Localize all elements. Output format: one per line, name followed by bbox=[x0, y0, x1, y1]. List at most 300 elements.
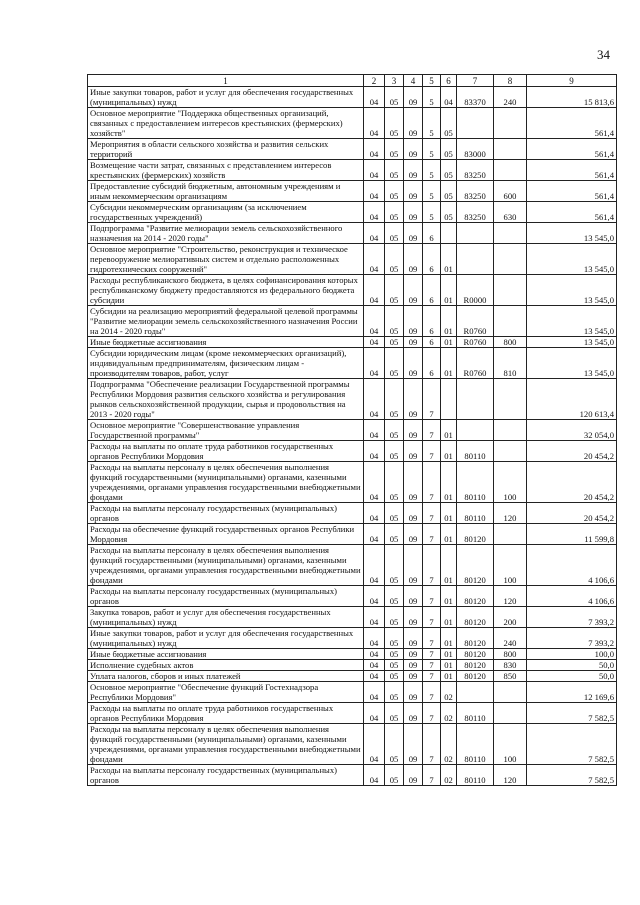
article-code-cell: 83250 bbox=[457, 181, 494, 202]
column-header: 5 bbox=[423, 75, 441, 87]
program-code-cell: 7 bbox=[423, 724, 441, 765]
item-name-cell: Расходы на выплаты по оплате труда работников государственных органов Республики Мордовия bbox=[88, 703, 364, 724]
ministry-code-cell: 04 bbox=[364, 244, 385, 275]
subsection-code-cell: 09 bbox=[404, 244, 423, 275]
article-code-cell: 80110 bbox=[457, 703, 494, 724]
item-name-cell: Иные бюджетные ассигнования bbox=[88, 649, 364, 660]
event-code-cell: 01 bbox=[441, 441, 457, 462]
ministry-code-cell: 04 bbox=[364, 649, 385, 660]
subsection-code-cell: 09 bbox=[404, 586, 423, 607]
item-name-cell: Возмещение части затрат, связанных с представлением интересов крестьянских (фермерских) хозяйств bbox=[88, 160, 364, 181]
subsection-code-cell: 09 bbox=[404, 306, 423, 337]
item-name-cell: Расходы на выплаты персоналу в целях обеспечения выполнения функций государственными (муниципальными) органами, казенными учреждениями, органами управления государственными внебюджетными фондами bbox=[88, 724, 364, 765]
ministry-code-cell: 04 bbox=[364, 348, 385, 379]
event-code-cell: 01 bbox=[441, 462, 457, 503]
item-name-cell: Расходы на обеспечение функций государственных органов Республики Мордовия bbox=[88, 524, 364, 545]
ministry-code-cell: 04 bbox=[364, 671, 385, 682]
ministry-code-cell: 04 bbox=[364, 87, 385, 108]
subsection-code-cell: 09 bbox=[404, 348, 423, 379]
program-code-cell: 6 bbox=[423, 244, 441, 275]
table-row bbox=[88, 108, 617, 139]
ministry-code-cell: 04 bbox=[364, 628, 385, 649]
ministry-code-cell: 04 bbox=[364, 545, 385, 586]
section-code-cell: 05 bbox=[385, 348, 404, 379]
program-code-cell: 5 bbox=[423, 139, 441, 160]
section-code-cell: 05 bbox=[385, 724, 404, 765]
event-code-cell: 01 bbox=[441, 244, 457, 275]
section-code-cell: 05 bbox=[385, 379, 404, 420]
article-code-cell: R0760 bbox=[457, 337, 494, 348]
expense-type-code-cell bbox=[494, 420, 527, 441]
section-code-cell: 05 bbox=[385, 441, 404, 462]
table-row bbox=[88, 703, 617, 724]
table-row bbox=[88, 724, 617, 765]
amount-cell: 13 545,0 bbox=[527, 306, 617, 337]
ministry-code-cell: 04 bbox=[364, 724, 385, 765]
event-code-cell: 01 bbox=[441, 607, 457, 628]
section-code-cell: 05 bbox=[385, 628, 404, 649]
expense-type-code-cell: 100 bbox=[494, 724, 527, 765]
expense-type-code-cell: 630 bbox=[494, 202, 527, 223]
article-code-cell bbox=[457, 244, 494, 275]
article-code-cell: 83000 bbox=[457, 139, 494, 160]
expense-type-code-cell bbox=[494, 223, 527, 244]
amount-cell: 50,0 bbox=[527, 660, 617, 671]
expense-type-code-cell: 120 bbox=[494, 586, 527, 607]
table-row bbox=[88, 682, 617, 703]
section-code-cell: 05 bbox=[385, 682, 404, 703]
item-name-cell: Основное мероприятие "Поддержка общественных организаций, связанных с предоставлением интересов крестьянских (фермерских) хозяйств" bbox=[88, 108, 364, 139]
ministry-code-cell: 04 bbox=[364, 139, 385, 160]
expense-type-code-cell bbox=[494, 275, 527, 306]
ministry-code-cell: 04 bbox=[364, 306, 385, 337]
column-header: 8 bbox=[494, 75, 527, 87]
program-code-cell: 7 bbox=[423, 649, 441, 660]
section-code-cell: 05 bbox=[385, 181, 404, 202]
item-name-cell: Основное мероприятие "Обеспечение функций Гостехнадзора Республики Мордовия" bbox=[88, 682, 364, 703]
section-code-cell: 05 bbox=[385, 703, 404, 724]
expense-type-code-cell: 800 bbox=[494, 649, 527, 660]
article-code-cell: R0000 bbox=[457, 275, 494, 306]
column-header: 7 bbox=[457, 75, 494, 87]
program-code-cell: 7 bbox=[423, 660, 441, 671]
table-row bbox=[88, 660, 617, 671]
subsection-code-cell: 09 bbox=[404, 379, 423, 420]
event-code-cell: 05 bbox=[441, 160, 457, 181]
article-code-cell: 80110 bbox=[457, 462, 494, 503]
table-row bbox=[88, 139, 617, 160]
program-code-cell: 6 bbox=[423, 275, 441, 306]
column-header: 3 bbox=[385, 75, 404, 87]
event-code-cell: 04 bbox=[441, 87, 457, 108]
section-code-cell: 05 bbox=[385, 108, 404, 139]
section-code-cell: 05 bbox=[385, 337, 404, 348]
column-header: 2 bbox=[364, 75, 385, 87]
table-row bbox=[88, 160, 617, 181]
event-code-cell: 01 bbox=[441, 671, 457, 682]
program-code-cell: 7 bbox=[423, 703, 441, 724]
subsection-code-cell: 09 bbox=[404, 724, 423, 765]
item-name-cell: Уплата налогов, сборов и иных платежей bbox=[88, 671, 364, 682]
ministry-code-cell: 04 bbox=[364, 160, 385, 181]
event-code-cell: 05 bbox=[441, 202, 457, 223]
article-code-cell: 80120 bbox=[457, 649, 494, 660]
section-code-cell: 05 bbox=[385, 420, 404, 441]
article-code-cell: 83250 bbox=[457, 160, 494, 181]
item-name-cell: Расходы на выплаты персоналу в целях обеспечения выполнения функций государственными (муниципальными) органами, казенными учреждениями, органами управления государственными внебюджетными фондами bbox=[88, 545, 364, 586]
expense-type-code-cell bbox=[494, 524, 527, 545]
ministry-code-cell: 04 bbox=[364, 503, 385, 524]
program-code-cell: 6 bbox=[423, 223, 441, 244]
article-code-cell: R0760 bbox=[457, 348, 494, 379]
section-code-cell: 05 bbox=[385, 139, 404, 160]
expense-type-code-cell: 100 bbox=[494, 462, 527, 503]
event-code-cell: 05 bbox=[441, 139, 457, 160]
amount-cell: 13 545,0 bbox=[527, 275, 617, 306]
amount-cell: 11 599,8 bbox=[527, 524, 617, 545]
section-code-cell: 05 bbox=[385, 545, 404, 586]
ministry-code-cell: 04 bbox=[364, 765, 385, 786]
program-code-cell: 7 bbox=[423, 379, 441, 420]
section-code-cell: 05 bbox=[385, 586, 404, 607]
table-row bbox=[88, 379, 617, 420]
amount-cell: 20 454,2 bbox=[527, 441, 617, 462]
table-row bbox=[88, 649, 617, 660]
table-row bbox=[88, 503, 617, 524]
article-code-cell: 80110 bbox=[457, 503, 494, 524]
event-code-cell: 02 bbox=[441, 682, 457, 703]
program-code-cell: 6 bbox=[423, 306, 441, 337]
ministry-code-cell: 04 bbox=[364, 337, 385, 348]
article-code-cell bbox=[457, 108, 494, 139]
article-code-cell: 80110 bbox=[457, 724, 494, 765]
item-name-cell: Иные закупки товаров, работ и услуг для обеспечения государственных (муниципальных) нужд bbox=[88, 628, 364, 649]
table-row bbox=[88, 441, 617, 462]
amount-cell: 7 582,5 bbox=[527, 703, 617, 724]
event-code-cell: 01 bbox=[441, 524, 457, 545]
item-name-cell: Мероприятия в области сельского хозяйства и развития сельских территорий bbox=[88, 139, 364, 160]
event-code-cell: 01 bbox=[441, 649, 457, 660]
section-code-cell: 05 bbox=[385, 671, 404, 682]
section-code-cell: 05 bbox=[385, 462, 404, 503]
subsection-code-cell: 09 bbox=[404, 462, 423, 503]
expense-type-code-cell bbox=[494, 379, 527, 420]
table-row bbox=[88, 545, 617, 586]
event-code-cell: 01 bbox=[441, 420, 457, 441]
table-body bbox=[88, 87, 617, 786]
expense-type-code-cell bbox=[494, 108, 527, 139]
amount-cell: 120 613,4 bbox=[527, 379, 617, 420]
item-name-cell: Расходы на выплаты персоналу государственных (муниципальных) органов bbox=[88, 586, 364, 607]
subsection-code-cell: 09 bbox=[404, 607, 423, 628]
program-code-cell: 6 bbox=[423, 348, 441, 379]
subsection-code-cell: 09 bbox=[404, 337, 423, 348]
ministry-code-cell: 04 bbox=[364, 660, 385, 671]
article-code-cell: 80110 bbox=[457, 765, 494, 786]
article-code-cell: 80120 bbox=[457, 660, 494, 671]
subsection-code-cell: 09 bbox=[404, 202, 423, 223]
ministry-code-cell: 04 bbox=[364, 441, 385, 462]
item-name-cell: Расходы на выплаты персоналу в целях обеспечения выполнения функций государственными (муниципальными) органами, казенными учреждениями, органами управления государственными внебюджетными фондами bbox=[88, 462, 364, 503]
subsection-code-cell: 09 bbox=[404, 108, 423, 139]
section-code-cell: 05 bbox=[385, 503, 404, 524]
article-code-cell: 80120 bbox=[457, 671, 494, 682]
event-code-cell: 02 bbox=[441, 765, 457, 786]
article-code-cell: 80120 bbox=[457, 524, 494, 545]
expense-type-code-cell bbox=[494, 244, 527, 275]
subsection-code-cell: 09 bbox=[404, 765, 423, 786]
article-code-cell: 80110 bbox=[457, 441, 494, 462]
article-code-cell bbox=[457, 223, 494, 244]
amount-cell: 13 545,0 bbox=[527, 348, 617, 379]
program-code-cell: 7 bbox=[423, 628, 441, 649]
section-code-cell: 05 bbox=[385, 160, 404, 181]
table-row bbox=[88, 671, 617, 682]
ministry-code-cell: 04 bbox=[364, 108, 385, 139]
section-code-cell: 05 bbox=[385, 87, 404, 108]
item-name-cell: Предоставление субсидий бюджетным, автономным учреждениям и иным некоммерческим организациям bbox=[88, 181, 364, 202]
expense-type-code-cell: 800 bbox=[494, 337, 527, 348]
article-code-cell: 83370 bbox=[457, 87, 494, 108]
program-code-cell: 7 bbox=[423, 586, 441, 607]
article-code-cell: 80120 bbox=[457, 628, 494, 649]
section-code-cell: 05 bbox=[385, 649, 404, 660]
subsection-code-cell: 09 bbox=[404, 524, 423, 545]
expense-type-code-cell bbox=[494, 441, 527, 462]
amount-cell: 13 545,0 bbox=[527, 244, 617, 275]
table-row bbox=[88, 628, 617, 649]
amount-cell: 20 454,2 bbox=[527, 503, 617, 524]
program-code-cell: 7 bbox=[423, 462, 441, 503]
article-code-cell: 80120 bbox=[457, 586, 494, 607]
section-code-cell: 05 bbox=[385, 524, 404, 545]
amount-cell: 20 454,2 bbox=[527, 462, 617, 503]
ministry-code-cell: 04 bbox=[364, 420, 385, 441]
item-name-cell: Расходы на выплаты персоналу государственных (муниципальных) органов bbox=[88, 503, 364, 524]
ministry-code-cell: 04 bbox=[364, 223, 385, 244]
amount-cell: 561,4 bbox=[527, 181, 617, 202]
amount-cell: 561,4 bbox=[527, 139, 617, 160]
event-code-cell: 01 bbox=[441, 545, 457, 586]
budget-table bbox=[87, 74, 617, 786]
item-name-cell: Основное мероприятие "Строительство, реконструкция и техническое перевооружение мелиоративных систем и отдельно расположенных гидротехнических сооружений" bbox=[88, 244, 364, 275]
expense-type-code-cell bbox=[494, 160, 527, 181]
program-code-cell: 5 bbox=[423, 202, 441, 223]
column-header: 6 bbox=[441, 75, 457, 87]
table-header-row bbox=[88, 75, 617, 87]
program-code-cell: 7 bbox=[423, 503, 441, 524]
expense-type-code-cell: 830 bbox=[494, 660, 527, 671]
ministry-code-cell: 04 bbox=[364, 586, 385, 607]
event-code-cell: 01 bbox=[441, 628, 457, 649]
event-code-cell: 01 bbox=[441, 348, 457, 379]
subsection-code-cell: 09 bbox=[404, 649, 423, 660]
amount-cell: 561,4 bbox=[527, 160, 617, 181]
section-code-cell: 05 bbox=[385, 202, 404, 223]
expense-type-code-cell bbox=[494, 703, 527, 724]
item-name-cell: Субсидии некоммерческим организациям (за исключением государственных учреждений) bbox=[88, 202, 364, 223]
subsection-code-cell: 09 bbox=[404, 441, 423, 462]
article-code-cell: R0760 bbox=[457, 306, 494, 337]
ministry-code-cell: 04 bbox=[364, 524, 385, 545]
ministry-code-cell: 04 bbox=[364, 703, 385, 724]
subsection-code-cell: 09 bbox=[404, 628, 423, 649]
program-code-cell: 5 bbox=[423, 181, 441, 202]
amount-cell: 13 545,0 bbox=[527, 337, 617, 348]
amount-cell: 7 393,2 bbox=[527, 628, 617, 649]
expense-type-code-cell: 810 bbox=[494, 348, 527, 379]
section-code-cell: 05 bbox=[385, 223, 404, 244]
page-number: 34 bbox=[597, 47, 610, 62]
expense-type-code-cell: 120 bbox=[494, 765, 527, 786]
section-code-cell: 05 bbox=[385, 275, 404, 306]
amount-cell: 561,4 bbox=[527, 202, 617, 223]
amount-cell: 32 054,0 bbox=[527, 420, 617, 441]
section-code-cell: 05 bbox=[385, 244, 404, 275]
expense-type-code-cell bbox=[494, 306, 527, 337]
program-code-cell: 7 bbox=[423, 765, 441, 786]
ministry-code-cell: 04 bbox=[364, 462, 385, 503]
program-code-cell: 5 bbox=[423, 160, 441, 181]
ministry-code-cell: 04 bbox=[364, 181, 385, 202]
item-name-cell: Исполнение судебных актов bbox=[88, 660, 364, 671]
item-name-cell: Закупка товаров, работ и услуг для обеспечения государственных (муниципальных) нужд bbox=[88, 607, 364, 628]
event-code-cell: 01 bbox=[441, 306, 457, 337]
table-row bbox=[88, 223, 617, 244]
column-header: 4 bbox=[404, 75, 423, 87]
table-row bbox=[88, 348, 617, 379]
subsection-code-cell: 09 bbox=[404, 682, 423, 703]
program-code-cell: 7 bbox=[423, 682, 441, 703]
item-name-cell: Расходы на выплаты по оплате труда работников государственных органов Республики Мордовия bbox=[88, 441, 364, 462]
subsection-code-cell: 09 bbox=[404, 275, 423, 306]
subsection-code-cell: 09 bbox=[404, 660, 423, 671]
ministry-code-cell: 04 bbox=[364, 275, 385, 306]
item-name-cell: Субсидии на реализацию мероприятий федеральной целевой программы "Развитие мелиорации земель сельскохозяйственного назначения России на 2014 - 2020 годы" bbox=[88, 306, 364, 337]
amount-cell: 13 545,0 bbox=[527, 223, 617, 244]
table-row bbox=[88, 337, 617, 348]
subsection-code-cell: 09 bbox=[404, 87, 423, 108]
program-code-cell: 7 bbox=[423, 441, 441, 462]
amount-cell: 7 393,2 bbox=[527, 607, 617, 628]
ministry-code-cell: 04 bbox=[364, 607, 385, 628]
program-code-cell: 7 bbox=[423, 420, 441, 441]
event-code-cell: 01 bbox=[441, 337, 457, 348]
subsection-code-cell: 09 bbox=[404, 139, 423, 160]
event-code-cell: 01 bbox=[441, 660, 457, 671]
item-name-cell: Подпрограмма "Развитие мелиорации земель сельскохозяйственного назначения на 2014 - 2020 годы" bbox=[88, 223, 364, 244]
section-code-cell: 05 bbox=[385, 607, 404, 628]
section-code-cell: 05 bbox=[385, 306, 404, 337]
item-name-cell: Основное мероприятие "Совершенствование управления Государственной программы" bbox=[88, 420, 364, 441]
article-code-cell: 80120 bbox=[457, 545, 494, 586]
amount-cell: 4 106,6 bbox=[527, 545, 617, 586]
event-code-cell: 05 bbox=[441, 108, 457, 139]
expense-type-code-cell: 240 bbox=[494, 628, 527, 649]
amount-cell: 561,4 bbox=[527, 108, 617, 139]
section-code-cell: 05 bbox=[385, 660, 404, 671]
article-code-cell: 80120 bbox=[457, 607, 494, 628]
event-code-cell: 02 bbox=[441, 703, 457, 724]
amount-cell: 50,0 bbox=[527, 671, 617, 682]
amount-cell: 100,0 bbox=[527, 649, 617, 660]
subsection-code-cell: 09 bbox=[404, 223, 423, 244]
table-row bbox=[88, 462, 617, 503]
table-row bbox=[88, 275, 617, 306]
expense-type-code-cell bbox=[494, 682, 527, 703]
expense-type-code-cell: 850 bbox=[494, 671, 527, 682]
item-name-cell: Расходы республиканского бюджета, в целях софинансирования которых республиканскому бюджету предоставляются из федерального бюджета субсидии bbox=[88, 275, 364, 306]
item-name-cell: Субсидии юридическим лицам (кроме некоммерческих организаций), индивидуальным предпринимателям, физическим лицам - производителям товаров, работ, услуг bbox=[88, 348, 364, 379]
expense-type-code-cell: 120 bbox=[494, 503, 527, 524]
program-code-cell: 7 bbox=[423, 545, 441, 586]
subsection-code-cell: 09 bbox=[404, 671, 423, 682]
column-header: 9 bbox=[527, 75, 617, 87]
item-name-cell: Расходы на выплаты персоналу государственных (муниципальных) органов bbox=[88, 765, 364, 786]
program-code-cell: 6 bbox=[423, 337, 441, 348]
event-code-cell bbox=[441, 223, 457, 244]
program-code-cell: 7 bbox=[423, 607, 441, 628]
table-row bbox=[88, 244, 617, 275]
table-row bbox=[88, 607, 617, 628]
subsection-code-cell: 09 bbox=[404, 181, 423, 202]
event-code-cell: 01 bbox=[441, 275, 457, 306]
table-row bbox=[88, 586, 617, 607]
amount-cell: 4 106,6 bbox=[527, 586, 617, 607]
item-name-cell: Подпрограмма "Обеспечение реализации Государственной программы Республики Мордовия развития сельского хозяйства и регулирования рынков сельскохозяйственной продукции, сырья и продовольствия на 2013 - 2020 годы" bbox=[88, 379, 364, 420]
article-code-cell bbox=[457, 379, 494, 420]
subsection-code-cell: 09 bbox=[404, 545, 423, 586]
program-code-cell: 7 bbox=[423, 671, 441, 682]
ministry-code-cell: 04 bbox=[364, 379, 385, 420]
event-code-cell bbox=[441, 379, 457, 420]
expense-type-code-cell: 240 bbox=[494, 87, 527, 108]
table-row bbox=[88, 420, 617, 441]
table-row bbox=[88, 181, 617, 202]
item-name-cell: Иные бюджетные ассигнования bbox=[88, 337, 364, 348]
article-code-cell bbox=[457, 682, 494, 703]
amount-cell: 15 813,6 bbox=[527, 87, 617, 108]
event-code-cell: 01 bbox=[441, 503, 457, 524]
table-row bbox=[88, 202, 617, 223]
item-name-cell: Иные закупки товаров, работ и услуг для обеспечения государственных (муниципальных) нужд bbox=[88, 87, 364, 108]
ministry-code-cell: 04 bbox=[364, 682, 385, 703]
amount-cell: 7 582,5 bbox=[527, 765, 617, 786]
expense-type-code-cell: 100 bbox=[494, 545, 527, 586]
amount-cell: 12 169,6 bbox=[527, 682, 617, 703]
ministry-code-cell: 04 bbox=[364, 202, 385, 223]
expense-type-code-cell bbox=[494, 139, 527, 160]
column-header: 1 bbox=[88, 75, 364, 87]
section-code-cell: 05 bbox=[385, 765, 404, 786]
subsection-code-cell: 09 bbox=[404, 503, 423, 524]
event-code-cell: 01 bbox=[441, 586, 457, 607]
article-code-cell bbox=[457, 420, 494, 441]
subsection-code-cell: 09 bbox=[404, 703, 423, 724]
expense-type-code-cell: 200 bbox=[494, 607, 527, 628]
table-row bbox=[88, 765, 617, 786]
table-row bbox=[88, 306, 617, 337]
event-code-cell: 05 bbox=[441, 181, 457, 202]
program-code-cell: 7 bbox=[423, 524, 441, 545]
program-code-cell: 5 bbox=[423, 108, 441, 139]
table-row bbox=[88, 87, 617, 108]
subsection-code-cell: 09 bbox=[404, 420, 423, 441]
expense-type-code-cell: 600 bbox=[494, 181, 527, 202]
subsection-code-cell: 09 bbox=[404, 160, 423, 181]
event-code-cell: 02 bbox=[441, 724, 457, 765]
amount-cell: 7 582,5 bbox=[527, 724, 617, 765]
